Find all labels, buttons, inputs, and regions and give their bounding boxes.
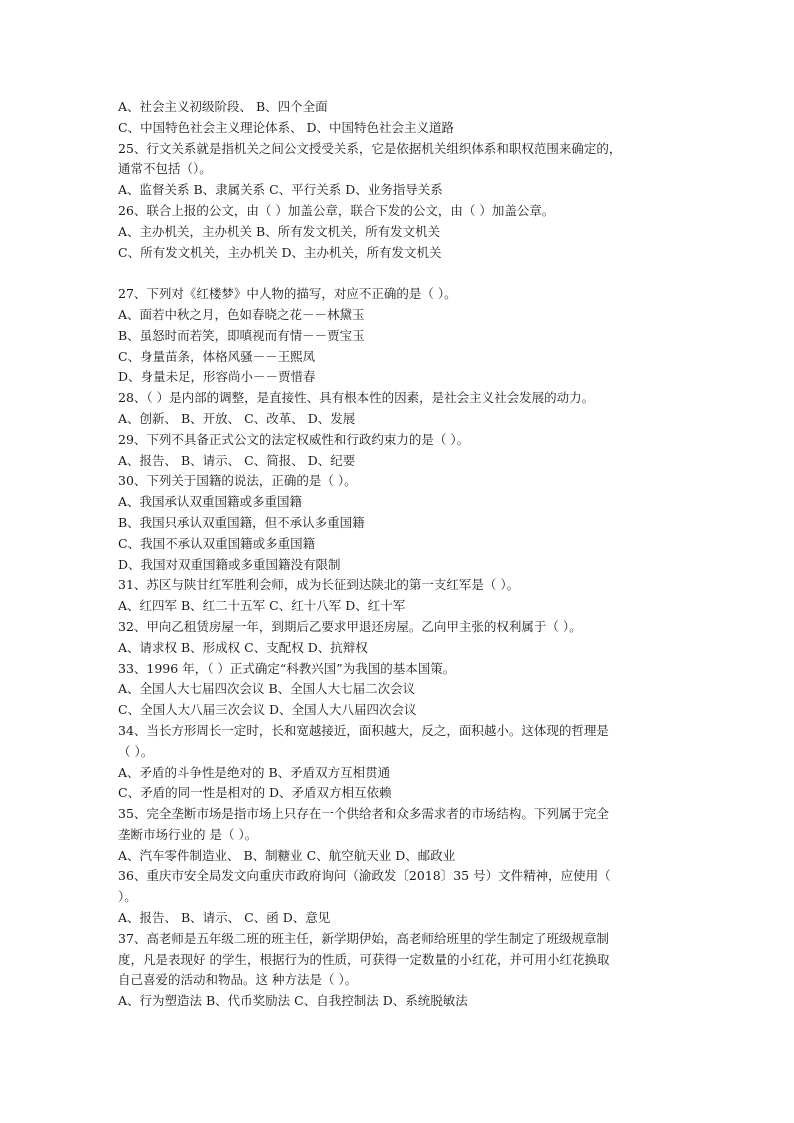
text-line: A、行为塑造法 B、代币奖励法 C、自我控制法 D、系统脱敏法 <box>118 993 468 1009</box>
text-line: 34、当长方形周长一定时，长和宽越接近，面积越大，反之，面积越小。这体现的哲理是 <box>118 722 609 738</box>
text-line: 32、甲向乙租赁房屋一年，到期后乙要求甲退还房屋。乙向甲主张的权利属于（ ）。 <box>118 618 582 634</box>
text-line: A、汽车零件制造业、 B、制糖业 C、航空航天业 D、邮政业 <box>118 847 456 863</box>
text-line: A、全国人大七届四次会议 B、全国人大七届二次会议 <box>118 681 416 697</box>
text-line: A、红四军 B、红二十五军 C、红十八军 D、红十军 <box>118 598 406 614</box>
text-line: 28、（ ）是内部的调整，是直接性、具有根本性的因素，是社会主义社会发展的动力。 <box>118 390 595 406</box>
text-line: 35、完全垄断市场是指市场上只存在一个供给者和众多需求者的市场结构。下列属于完全 <box>118 806 609 822</box>
text-line: 自己喜爱的活动和物品。这 种方法是（ ）。 <box>118 972 358 988</box>
text-line: C、所有发文机关，主办机关 D、主办机关，所有发文机关 <box>118 244 442 260</box>
text-line: C、全国人大八届三次会议 D、全国人大八届四次会议 <box>118 702 417 718</box>
text-line: B、虽怒时而若笑，即嗔视而有情－－贾宝玉 <box>118 327 365 343</box>
text-line: 33、1996 年，（ ）正式确定“科教兴国”为我国的基本国策。 <box>118 660 456 676</box>
document-page <box>118 97 678 1012</box>
text-line: C、矛盾的同一性是相对的 D、矛盾双方相互依赖 <box>118 785 392 801</box>
text-line: （ ）。 <box>118 743 154 759</box>
text-line: C、身量苗条，体格风骚－－王熙凤 <box>118 348 316 364</box>
text-line: A、面若中秋之月，色如春晓之花－－林黛玉 <box>118 306 365 322</box>
text-line: A、报告、 B、请示、 C、简报、 D、纪要 <box>118 452 356 468</box>
text-line: 36、重庆市安全局发文向重庆市政府询问（渝政发〔2018〕35 号）文件精神，应使用（ <box>118 868 611 884</box>
text-line: 27、下列对《红楼梦》中人物的描写，对应不正确的是（ ）。 <box>118 286 457 302</box>
text-line: B、我国只承认双重国籍，但不承认多重国籍 <box>118 514 365 530</box>
text-line: 37、高老师是五年级二班的班主任，新学期伊始，高老师给班里的学生制定了班级规章制 <box>118 930 609 946</box>
text-line: 25、行文关系就是指机关之间公文授受关系，它是依据机关组织体系和职权范围来确定的， <box>118 140 622 156</box>
text-line: A、创新、 B、开放、 C、改革、 D、发展 <box>118 410 356 426</box>
text-line: A、社会主义初级阶段、 B、四个全面 <box>118 99 328 114</box>
text-line: 垄断市场行业的 是（ ）。 <box>118 826 258 842</box>
text-line: A、主办机关，主办机关 B、所有发文机关，所有发文机关 <box>118 223 441 239</box>
text-line: 31、苏区与陕甘红军胜利会师，成为长征到达陕北的第一支红军是（ ）。 <box>118 577 520 593</box>
text-line: A、监督关系 B、隶属关系 C、平行关系 D、业务指导关系 <box>118 182 443 198</box>
text-line: A、报告、 B、请示、 C、函 D、意见 <box>118 910 331 926</box>
text-line: 26、联合上报的公文，由（ ）加盖公章，联合下发的公文，由（ ）加盖公章。 <box>118 202 555 218</box>
text-line: 通常不包括（）。 <box>118 161 212 177</box>
text-line: A、请求权 B、形成权 C、支配权 D、抗辩权 <box>118 639 368 655</box>
text-line: 度，凡是表现好 的学生，根据行为的性质，可获得一定数量的小红花，并可用小红花换取 <box>118 951 610 967</box>
text-line: A、矛盾的斗争性是绝对的 B、矛盾双方互相贯通 <box>118 764 391 780</box>
text-line: C、中国特色社会主义理论体系、 D、中国特色社会主义道路 <box>118 119 455 135</box>
text-line: A、我国承认双重国籍或多重国籍 <box>118 494 303 510</box>
text-line: C、我国不承认双重国籍或多重国籍 <box>118 535 316 551</box>
text-line: ）。 <box>118 889 137 905</box>
text-line: D、我国对双重国籍或多重国籍没有限制 <box>118 556 341 572</box>
text-line: 29、下列不具备正式公文的法定权威性和行政约束力的是（ ）。 <box>118 431 470 447</box>
text-line: D、身量未足，形容尚小－－贾惜春 <box>118 369 316 385</box>
text-line: 30、下列关于国籍的说法，正确的是（ ）。 <box>118 473 357 489</box>
blank-line <box>118 263 678 284</box>
